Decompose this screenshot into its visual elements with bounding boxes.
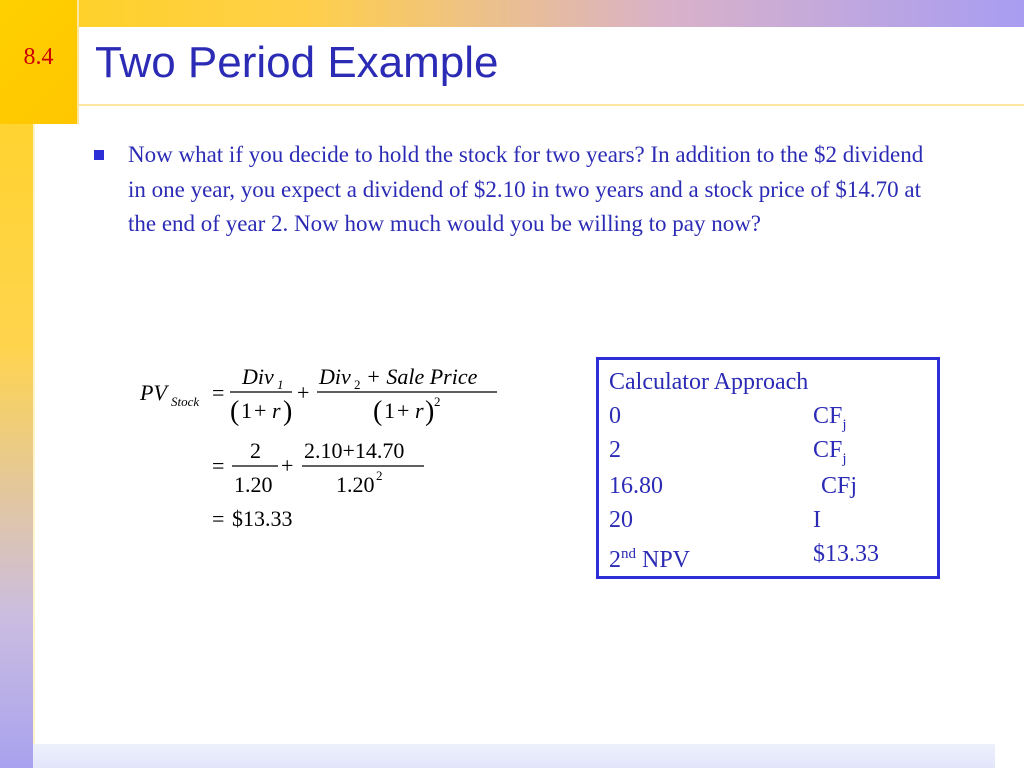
page-title: Two Period Example <box>95 38 499 87</box>
calc-row-0-right: $CF_j$ <box>813 403 847 433</box>
formula-rparen-2: ) <box>425 396 435 427</box>
formula-equals-3: = <box>212 506 225 531</box>
calc-row-1-left: 2 <box>609 437 621 463</box>
bullet-item <box>94 138 944 242</box>
slide-number: 8.4 <box>23 44 54 70</box>
calculator-approach-box <box>596 357 940 579</box>
formula-pv: PV <box>140 380 167 405</box>
formula-pv-sub: Stock <box>171 394 200 409</box>
pv-formula <box>130 355 510 540</box>
formula-plus-2: + <box>397 398 410 423</box>
calc-row-2-left: 16.80 <box>609 473 663 499</box>
calculator-title: Calculator Approach <box>609 369 809 395</box>
formula-div1-sub: 1 <box>277 377 284 392</box>
top-gradient-band <box>0 0 1024 27</box>
formula-equals-2: = <box>212 453 225 478</box>
calc-row-3-left: 20 <box>609 507 633 533</box>
formula-den-a: 1.20 <box>234 472 273 497</box>
formula-num-a: 2 <box>250 438 261 463</box>
formula-r-1: r <box>272 398 281 423</box>
formula-result: $13.33 <box>232 506 293 531</box>
calc-row-3-right: I <box>813 507 821 533</box>
formula-equals-1: = <box>212 380 225 405</box>
formula-div1: Div <box>242 364 274 389</box>
formula-num-b: 2.10+14.70 <box>304 438 405 463</box>
formula-rparen-1: ) <box>283 396 293 427</box>
formula-sale-price: + Sale Price <box>366 364 478 389</box>
square-bullet-icon <box>94 150 104 160</box>
formula-one-1: 1 <box>241 398 252 423</box>
formula-one-2: 1 <box>384 398 395 423</box>
horizontal-divider <box>77 104 1024 106</box>
formula-den-b-square: 2 <box>376 468 383 483</box>
calc-row-2-right: CFj <box>821 473 858 499</box>
bottom-band <box>33 744 995 768</box>
calc-row-1-right: $CF_j$ <box>813 437 847 467</box>
formula-r-2: r <box>415 398 424 423</box>
formula-div2: Div <box>319 364 351 389</box>
formula-square: 2 <box>434 394 441 409</box>
left-thin-divider <box>33 124 35 744</box>
formula-den-b: 1.20 <box>336 472 375 497</box>
calc-row-0-left: 0 <box>609 403 621 429</box>
formula-lparen-2: ( <box>373 396 383 427</box>
bullet-list <box>94 138 944 242</box>
bullet-text: Now what if you decide to hold the stock for two years? In addition to the $2 dividend in one year, you expect a dividend of $2.10 in two years and a stock price of $14.70 at the end of year 2. Now how much would you be willing to pay now? <box>128 142 924 236</box>
calc-row-4-left: 2nd NPV <box>609 546 691 573</box>
formula-plus-1: + <box>254 398 267 423</box>
formula-div2-sub: 2 <box>354 377 361 392</box>
formula-plus-main-2: + <box>281 453 294 478</box>
formula-plus-main-1: + <box>297 380 310 405</box>
calc-row-4-right: $13.33 <box>813 541 879 567</box>
formula-lparen-1: ( <box>230 396 240 427</box>
